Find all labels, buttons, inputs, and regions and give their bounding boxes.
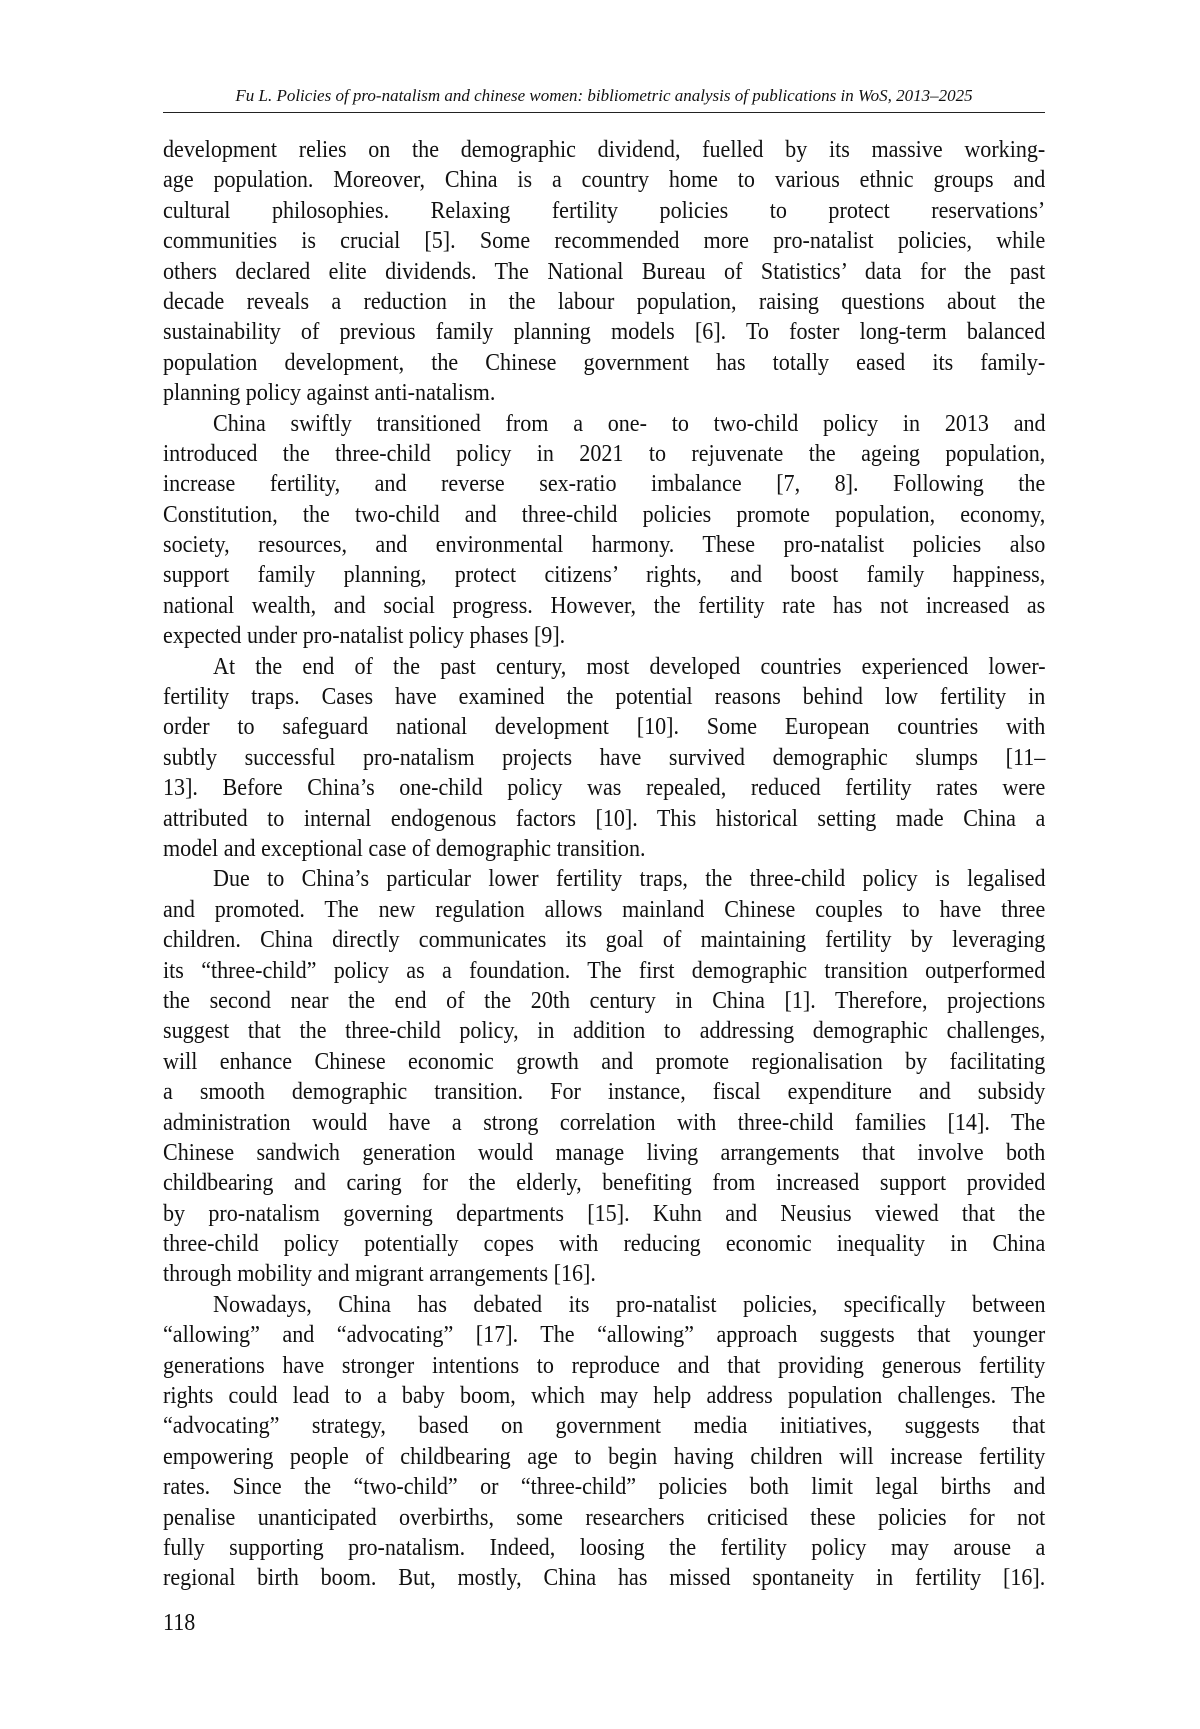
text-line: and promoted. The new regulation allows mainland Chinese couples to have three <box>163 896 1046 923</box>
page-number: 118 <box>163 1610 196 1636</box>
text-line: society, resources, and environmental harmony. These pro-natalist policies also <box>163 532 1046 559</box>
text-line: Nowadays, China has debated its pro-natalist policies, specifically between <box>213 1291 1046 1318</box>
text-line: “advocating” strategy, based on government media initiatives, suggests that <box>163 1413 1046 1440</box>
text-line: national wealth, and social progress. However, the fertility rate has not increased as <box>163 592 1046 619</box>
text-line: communities is crucial [5]. Some recommended more pro-natalist policies, while <box>163 228 1046 255</box>
text-line: increase fertility, and reverse sex-ratio imbalance [7, 8]. Following the <box>163 471 1046 498</box>
text-line: subtly successful pro-natalism projects have survived demographic slumps [11– <box>163 744 1046 771</box>
text-line: model and exceptional case of demographic transition. <box>163 835 646 862</box>
paragraph <box>163 864 1045 1289</box>
text-line: planning policy against anti-natalism. <box>163 380 496 407</box>
text-line: generations have stronger intentions to reproduce and that providing generous fertility <box>163 1352 1046 1379</box>
text-line: penalise unanticipated overbirths, some researchers criticised these policies for not <box>163 1504 1046 1531</box>
text-line: 13]. Before China’s one-child policy was repealed, reduced fertility rates were <box>163 775 1046 802</box>
text-line: rights could lead to a baby boom, which may help address population challenges. The <box>163 1383 1046 1410</box>
text-line: administration would have a strong correlation with three-child families [14]. The <box>163 1109 1046 1136</box>
text-line: population development, the Chinese government has totally eased its family- <box>163 349 1046 376</box>
text-line: a smooth demographic transition. For instance, fiscal expenditure and subsidy <box>163 1079 1046 1106</box>
text-line: the second near the end of the 20th century in China [1]. Therefore, projections <box>163 987 1046 1014</box>
text-line: three-child policy potentially copes with reducing economic inequality in China <box>163 1231 1046 1258</box>
text-line: empowering people of childbearing age to begin having children will increase fertility <box>163 1443 1046 1470</box>
text-line: China swiftly transitioned from a one- to two-child policy in 2013 and <box>213 410 1046 437</box>
text-line: through mobility and migrant arrangements [16]. <box>163 1261 596 1288</box>
text-line: At the end of the past century, most developed countries experienced lower- <box>213 653 1046 680</box>
text-line: order to safeguard national development [10]. Some European countries with <box>163 714 1046 741</box>
text-line: “allowing” and “advocating” [17]. The “allowing” approach suggests that younger <box>163 1322 1046 1349</box>
text-line: age population. Moreover, China is a country home to various ethnic groups and <box>163 167 1046 194</box>
text-line: will enhance Chinese economic growth and promote regionalisation by facilitating <box>163 1048 1046 1075</box>
running-header: Fu L. Policies of pro-natalism and chinese women: bibliometric analysis of publications in WoS, 2013–2025 <box>235 86 973 105</box>
text-line: sustainability of previous family planning models [6]. To foster long-term balanced <box>163 319 1046 346</box>
text-line: Constitution, the two-child and three-child policies promote population, economy, <box>163 501 1046 528</box>
text-line: Chinese sandwich generation would manage living arrangements that involve both <box>163 1139 1046 1166</box>
body-text <box>163 135 1045 1594</box>
text-line: Due to China’s particular lower fertility traps, the three-child policy is legalised <box>213 866 1046 893</box>
text-line: fertility traps. Cases have examined the potential reasons behind low fertility in <box>163 684 1046 711</box>
text-line: introduced the three-child policy in 2021 to rejuvenate the ageing population, <box>163 440 1046 467</box>
text-line: support family planning, protect citizens’ rights, and boost family happiness, <box>163 562 1046 589</box>
text-line: childbearing and caring for the elderly, benefiting from increased support provided <box>163 1170 1046 1197</box>
paragraph <box>163 135 1045 409</box>
text-line: rates. Since the “two-child” or “three-child” policies both limit legal births and <box>163 1474 1046 1501</box>
text-line: others declared elite dividends. The National Bureau of Statistics’ data for the past <box>163 258 1046 285</box>
text-line: by pro-natalism governing departments [15]. Kuhn and Neusius viewed that the <box>163 1200 1046 1227</box>
text-line: decade reveals a reduction in the labour population, raising questions about the <box>163 288 1046 315</box>
text-line: expected under pro-natalist policy phases [9]. <box>163 623 566 650</box>
text-line: fully supporting pro-natalism. Indeed, loosing the fertility policy may arouse a <box>163 1534 1046 1561</box>
header-rule <box>163 112 1045 113</box>
paragraph <box>163 1290 1045 1594</box>
text-line: its “three-child” policy as a foundation. The first demographic transition outperformed <box>163 957 1046 984</box>
text-line: regional birth boom. But, mostly, China has missed spontaneity in fertility [16]. <box>163 1565 1046 1592</box>
text-line: suggest that the three-child policy, in addition to addressing demographic challenges, <box>163 1018 1046 1045</box>
text-line: development relies on the demographic dividend, fuelled by its massive working- <box>163 137 1046 163</box>
text-line: attributed to internal endogenous factors [10]. This historical setting made China a <box>163 805 1046 832</box>
text-line: cultural philosophies. Relaxing fertility policies to protect reservations’ <box>163 197 1046 224</box>
paragraph <box>163 409 1045 652</box>
text-line: children. China directly communicates its goal of maintaining fertility by leveraging <box>163 927 1046 954</box>
paragraph <box>163 652 1045 865</box>
